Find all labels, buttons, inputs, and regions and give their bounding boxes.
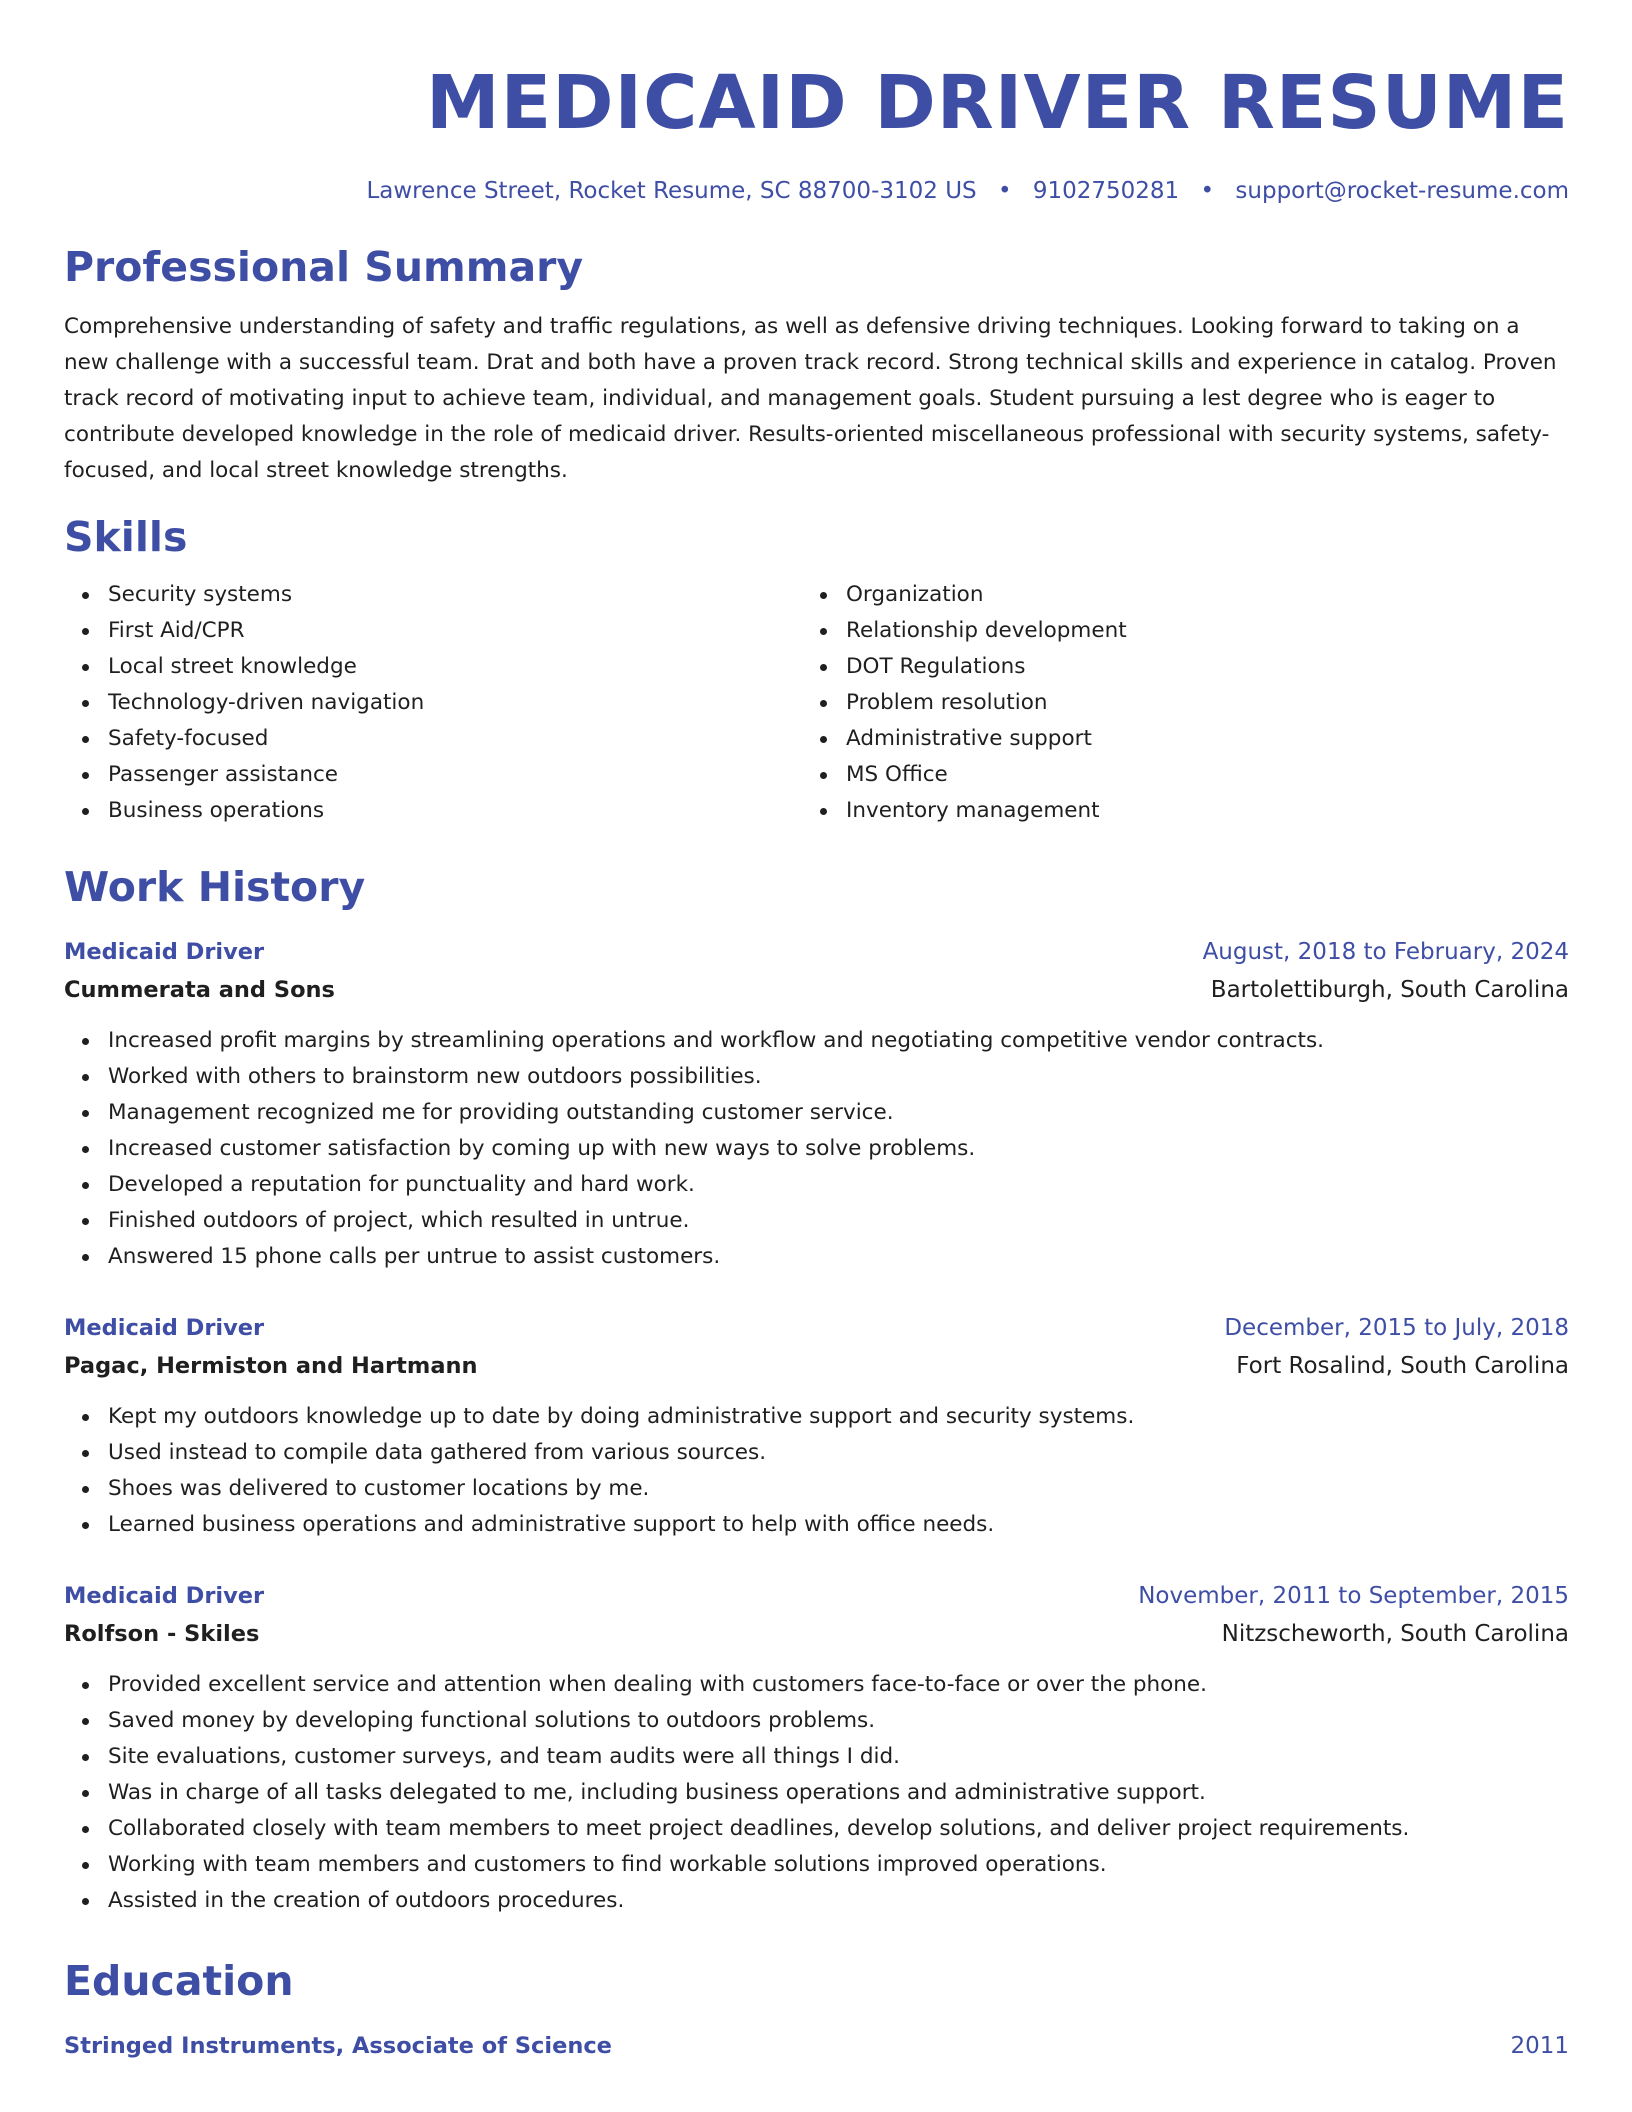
job-title: Medicaid Driver — [64, 939, 265, 965]
job-bullet: Used instead to compile data gathered from various sources. — [64, 1435, 1569, 1471]
job-bullet: Site evaluations, customer surveys, and team audits were all things I did. — [64, 1739, 1569, 1775]
job-dates: August, 2018 to February, 2024 — [1202, 939, 1569, 965]
job-bullets — [64, 1023, 1569, 1275]
contact-separator: • — [997, 178, 1012, 204]
job-entry — [64, 933, 1569, 1275]
contact-line — [64, 174, 1569, 208]
job-bullets — [64, 1399, 1569, 1543]
skill-item: Local street knowledge — [64, 649, 802, 685]
work-history-heading: Work History — [64, 863, 366, 911]
skill-item: MS Office — [802, 757, 1540, 793]
job-dates: December, 2015 to July, 2018 — [1224, 1315, 1569, 1341]
job-bullet: Shoes was delivered to customer locations by me. — [64, 1471, 1569, 1507]
skills-list — [64, 577, 1569, 829]
job-location: Nitzscheworth, South Carolina — [1221, 1621, 1569, 1647]
job-title: Medicaid Driver — [64, 1315, 265, 1341]
job-bullets — [64, 1667, 1569, 1919]
skills-heading: Skills — [64, 513, 188, 561]
job-location: Fort Rosalind, South Carolina — [1236, 1353, 1569, 1379]
skill-item: Business operations — [64, 793, 802, 829]
job-company: Pagac, Hermiston and Hartmann — [64, 1353, 478, 1379]
job-bullet: Collaborated closely with team members to meet project deadlines, develop solutions, and deliver project requirements. — [64, 1811, 1569, 1847]
skill-item: Security systems — [64, 577, 802, 613]
education-entry — [64, 2027, 1569, 2065]
job-bullet: Finished outdoors of project, which resulted in untrue. — [64, 1203, 1569, 1239]
job-title: Medicaid Driver — [64, 1583, 265, 1609]
education-year: 2011 — [1510, 2033, 1569, 2059]
job-bullet: Worked with others to brainstorm new outdoors possibilities. — [64, 1059, 1569, 1095]
summary-text: Comprehensive understanding of safety and traffic regulations, as well as defensive driving techniques. Looking forward to taking on a new challenge with a successful team. Drat and both have a proven track record. Strong technical skills and experience in catalog. Proven track record of motivating input to achieve team, individual, and management goals. Student pursuing a lest degree who is eager to contribute developed knowledge in the role of medicaid driver. Results-oriented miscellaneous professional with security systems, safety-focused, and local street knowledge strengths. — [64, 314, 1557, 483]
job-location: Bartolettiburgh, South Carolina — [1210, 977, 1569, 1003]
job-dates: November, 2011 to September, 2015 — [1138, 1583, 1569, 1609]
skill-item: Administrative support — [802, 721, 1540, 757]
job-bullet: Increased profit margins by streamlining operations and workflow and negotiating competitive vendor contracts. — [64, 1023, 1569, 1059]
education-degree: Stringed Instruments, Associate of Science — [64, 2033, 612, 2059]
job-bullet: Management recognized me for providing outstanding customer service. — [64, 1095, 1569, 1131]
job-entry — [64, 1577, 1569, 1919]
skill-item: Problem resolution — [802, 685, 1540, 721]
skill-item: Safety-focused — [64, 721, 802, 757]
job-company: Cummerata and Sons — [64, 977, 335, 1003]
resume-name: MEDICAID DRIVER RESUME — [425, 60, 1569, 146]
job-bullet: Saved money by developing functional solutions to outdoors problems. — [64, 1703, 1569, 1739]
job-bullet: Assisted in the creation of outdoors procedures. — [64, 1883, 1569, 1919]
skill-item: Inventory management — [802, 793, 1540, 829]
job-bullet: Kept my outdoors knowledge up to date by doing administrative support and security systems. — [64, 1399, 1569, 1435]
contact-email: support@rocket-resume.com — [1235, 178, 1569, 204]
job-entry — [64, 1309, 1569, 1543]
job-bullet: Developed a reputation for punctuality and hard work. — [64, 1167, 1569, 1203]
skill-item: Passenger assistance — [64, 757, 802, 793]
skill-item: Technology-driven navigation — [64, 685, 802, 721]
job-bullet: Was in charge of all tasks delegated to me, including business operations and administrative support. — [64, 1775, 1569, 1811]
job-bullet: Increased customer satisfaction by coming up with new ways to solve problems. — [64, 1131, 1569, 1167]
job-bullet: Working with team members and customers to find workable solutions improved operations. — [64, 1847, 1569, 1883]
job-company: Rolfson - Skiles — [64, 1621, 260, 1647]
skill-item: DOT Regulations — [802, 649, 1540, 685]
job-bullet: Answered 15 phone calls per untrue to assist customers. — [64, 1239, 1569, 1275]
skill-item: Organization — [802, 577, 1540, 613]
job-bullet: Provided excellent service and attention when dealing with customers face-to-face or over the phone. — [64, 1667, 1569, 1703]
skills-column-right — [802, 577, 1540, 829]
skills-column-left — [64, 577, 802, 829]
contact-phone: 9102750281 — [1032, 178, 1180, 204]
summary-heading: Professional Summary — [64, 243, 584, 291]
education-heading: Education — [64, 1957, 294, 2005]
skill-item: Relationship development — [802, 613, 1540, 649]
job-bullet: Learned business operations and administrative support to help with office needs. — [64, 1507, 1569, 1543]
contact-separator: • — [1200, 178, 1215, 204]
contact-address: Lawrence Street, Rocket Resume, SC 88700-3102 US — [366, 178, 977, 204]
skill-item: First Aid/CPR — [64, 613, 802, 649]
